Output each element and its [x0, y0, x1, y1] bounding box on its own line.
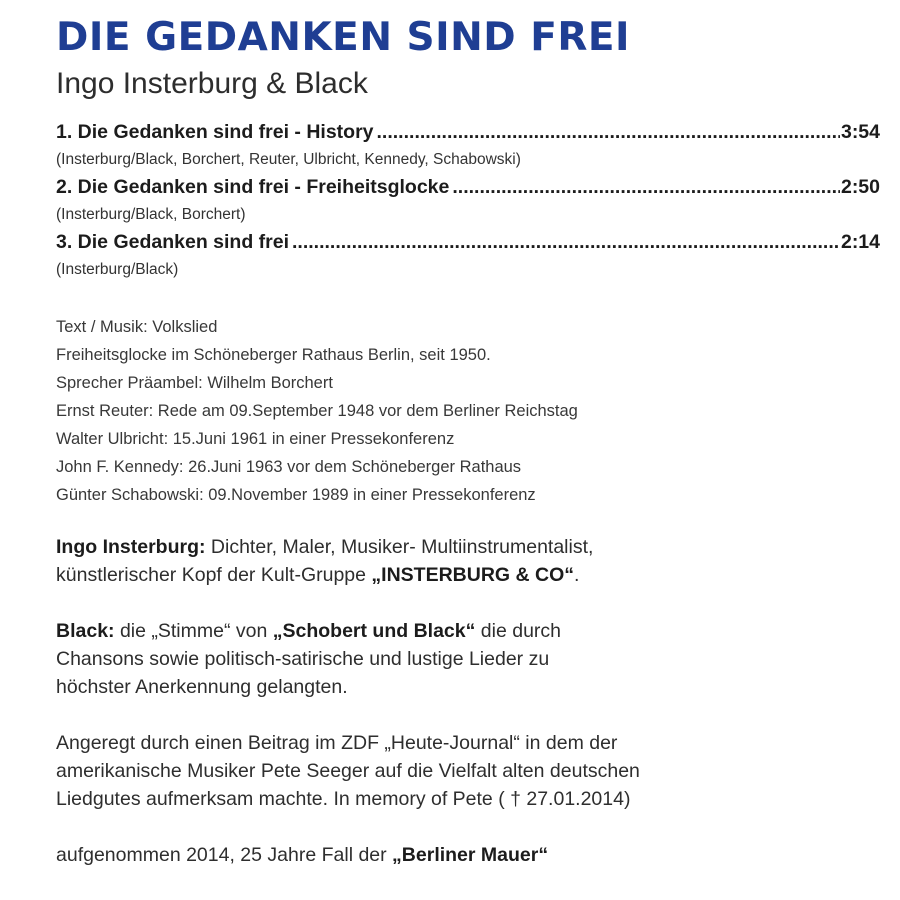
- track-item: [56, 173, 880, 228]
- track-line: [56, 228, 880, 257]
- track-leader-dots: [292, 228, 840, 257]
- track-credits: (Insterburg/Black): [56, 261, 179, 278]
- recording-text: aufgenommen 2014, 25 Jahre Fall der: [56, 844, 393, 866]
- track-list: [56, 118, 880, 283]
- bio-text: .: [574, 564, 580, 586]
- album-title: DIE GEDANKEN SIND FREI: [56, 15, 631, 60]
- track-line: [56, 118, 880, 147]
- track-leader-dots: [377, 118, 840, 147]
- bio-black: [56, 617, 880, 701]
- track-duration: 3:54: [840, 121, 880, 143]
- note-line: Freiheitsglocke im Schöneberger Rathaus Berlin, seit 1950.: [56, 346, 491, 364]
- bio-text: höchster Anerkennung gelangten.: [56, 676, 348, 698]
- bio-text: Chansons sowie politisch-satirische und lustige Lieder zu: [56, 648, 550, 670]
- track-duration: 2:50: [840, 176, 880, 198]
- note-line: Günter Schabowski: 09.November 1989 in einer Pressekonferenz: [56, 486, 536, 504]
- bio-text: die „Stimme“ von: [114, 620, 273, 642]
- bio-text: künstlerischer Kopf der Kult-Gruppe: [56, 564, 372, 586]
- bio-text: die durch: [475, 620, 562, 642]
- inspiration-text: Angeregt durch einen Beitrag im ZDF „Heute-Journal“ in dem der: [56, 732, 618, 754]
- note-line: Walter Ulbricht: 15.Juni 1961 in einer Pressekonferenz: [56, 430, 455, 448]
- liner-notes: [56, 14, 880, 869]
- inspiration-paragraph: [56, 729, 880, 813]
- track-title: 2. Die Gedanken sind frei - Freiheitsglocke: [56, 176, 450, 198]
- duo-name: „Schobert und Black“: [272, 620, 476, 642]
- track-credits: (Insterburg/Black, Borchert): [56, 206, 246, 223]
- artist-name: Ingo Insterburg & Black: [56, 67, 368, 100]
- note-line: Ernst Reuter: Rede am 09.September 1948 vor dem Berliner Reichstag: [56, 402, 578, 420]
- track-title: 1. Die Gedanken sind frei - History: [56, 121, 374, 143]
- bio-text: Dichter, Maler, Musiker- Multiinstrumentalist,: [205, 536, 594, 558]
- group-name: „INSTERBURG & CO“: [371, 564, 574, 586]
- track-item: [56, 118, 880, 173]
- track-credits: (Insterburg/Black, Borchert, Reuter, Ulbricht, Kennedy, Schabowski): [56, 151, 521, 168]
- track-leader-dots: [452, 173, 840, 202]
- track-item: [56, 228, 880, 283]
- track-line: [56, 173, 880, 202]
- note-line: Text / Musik: Volkslied: [56, 318, 218, 336]
- track-title: 3. Die Gedanken sind frei: [56, 231, 289, 253]
- note-line: Sprecher Präambel: Wilhelm Borchert: [56, 374, 333, 392]
- bio-name: Ingo Insterburg:: [56, 536, 206, 558]
- production-notes: [56, 313, 880, 509]
- track-duration: 2:14: [840, 231, 880, 253]
- recording-note: [56, 841, 880, 869]
- bio-name: Black:: [56, 620, 115, 642]
- inspiration-text: amerikanische Musiker Pete Seeger auf die Vielfalt alten deutschen: [56, 760, 640, 782]
- inspiration-text: Liedgutes aufmerksam machte. In memory of Pete ( † 27.01.2014): [56, 788, 631, 810]
- berlin-wall-label: „Berliner Mauer“: [392, 844, 549, 866]
- bio-insterburg: [56, 533, 880, 589]
- note-line: John F. Kennedy: 26.Juni 1963 vor dem Schöneberger Rathaus: [56, 458, 522, 476]
